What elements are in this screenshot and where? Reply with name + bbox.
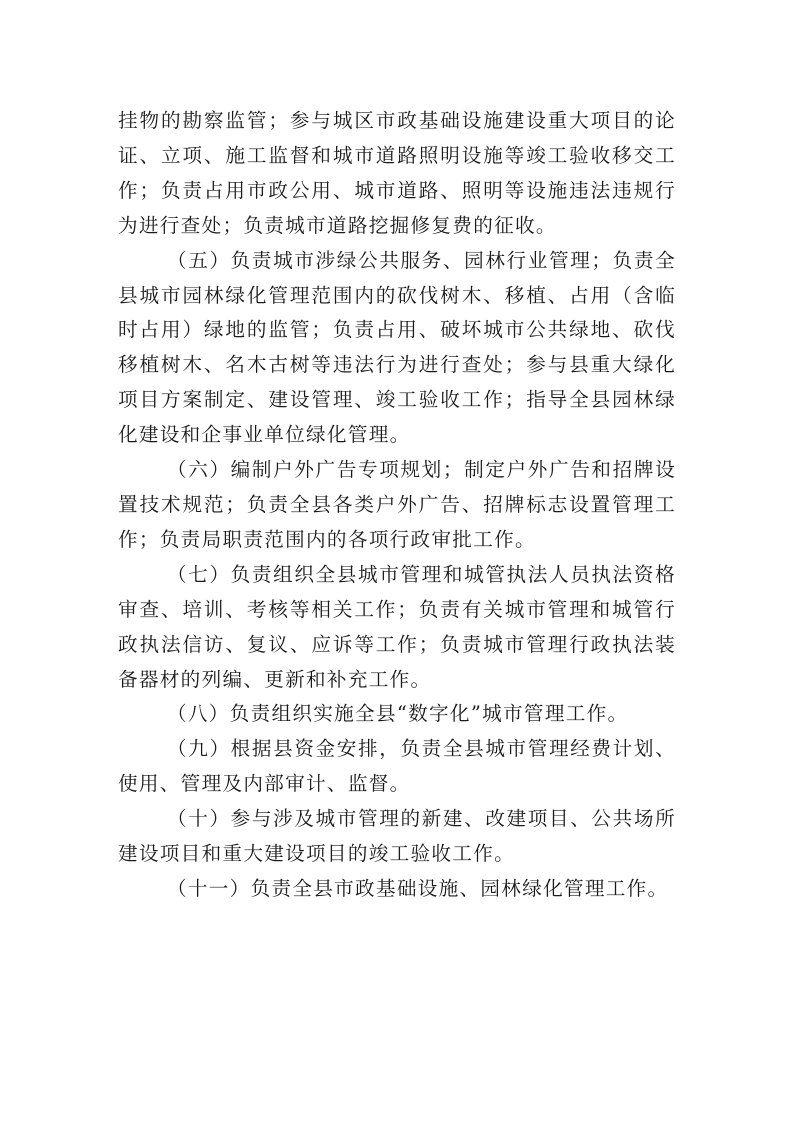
paragraph-item-10: （十）参与涉及城市管理的新建、改建项目、公共场所建设项目和重大建设项目的竣工验收工作。	[118, 807, 676, 866]
paragraph-item-7: （七）负责组织全县城市管理和城管执法人员执法资格审查、培训、考核等相关工作；负责有关城市管理和城管行政执法信访、复议、应诉等工作；负责城市管理行政执法装备器材的列编、更新和补充工作。	[118, 562, 676, 691]
paragraph-continuation: 挂物的勘察监管；参与城区市政基础设施建设重大项目的论证、立项、施工监督和城市道路照明设施等竣工验收移交工作；负责占用市政公用、城市道路、照明等设施违法违规行为进行查处；负责城市道路挖掘修复费的征收。	[118, 109, 676, 237]
paragraph-item-6: （六）编制户外广告专项规划；制定户外广告和招牌设置技术规范；负责全县各类户外广告、招牌标志设置管理工作；负责局职责范围内的各项行政审批工作。	[118, 458, 676, 551]
body-text	[118, 104, 676, 907]
paragraph-item-5: （五）负责城市涉绿公共服务、园林行业管理；负责全县城市园林绿化管理范围内的砍伐树木、移植、占用（含临时占用）绿地的监管；负责占用、破坏城市公共绿地、砍伐移植树木、名木古树等违法行为进行查处；参与县重大绿化项目方案制定、建设管理、竣工验收工作；指导全县园林绿化建设和企事业单位绿化管理。	[118, 248, 676, 447]
paragraph-item-11: （十一）负责全县市政基础设施、园林绿化管理工作。	[167, 876, 669, 900]
paragraph-item-9: （九）根据县资金安排，负责全县城市管理经费计划、使用、管理及内部审计、监督。	[118, 737, 676, 796]
paragraph-item-8: （八）负责组织实施全县“数字化”城市管理工作。	[167, 702, 629, 726]
